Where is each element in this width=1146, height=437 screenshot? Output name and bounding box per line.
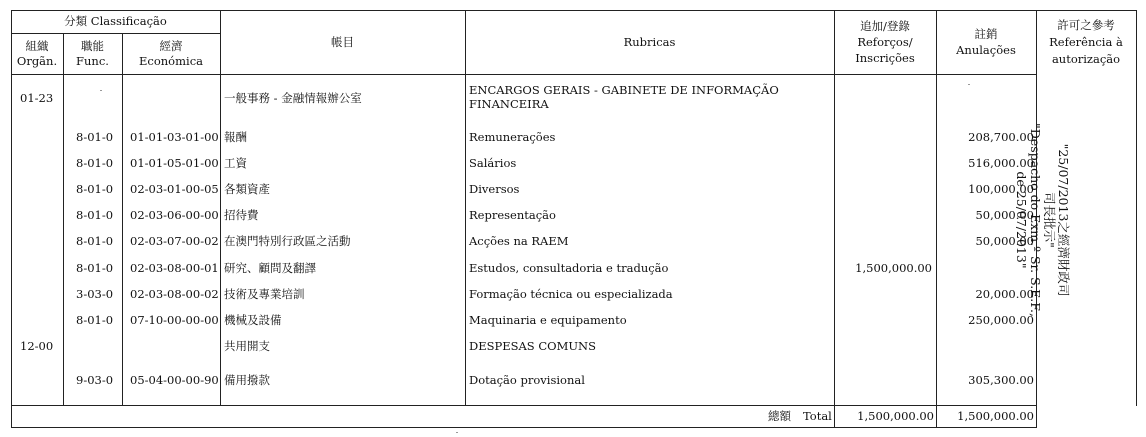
rule-classification-under — [11, 33, 220, 34]
rule-organ-func — [63, 33, 64, 406]
row-2-anulacao: 516,000.00 — [968, 156, 1034, 170]
row-9-pt: DESPESAS COMUNS — [469, 339, 596, 353]
rule-total-top — [11, 405, 1036, 406]
scan-speck — [456, 432, 458, 433]
row-4-pt: Representação — [469, 208, 556, 222]
row-2-zh: 工資 — [224, 156, 247, 170]
row-0-pt-line1: ENCARGOS GERAIS - GABINETE DE INFORMAÇÃO — [469, 83, 779, 97]
row-2-pt: Salários — [469, 156, 517, 170]
row-9-organ: 12-00 — [20, 339, 54, 353]
row-8-func: 8-01-0 — [76, 313, 114, 327]
row-7-anulacao: 20,000.00 — [975, 287, 1034, 301]
header-reforcos-1: 追加/登錄 — [860, 19, 910, 33]
row-3-pt: Diversos — [469, 182, 520, 196]
rule-top — [11, 10, 1137, 11]
rule-zh-pt — [465, 10, 466, 406]
row-8-zh: 機械及設備 — [224, 313, 282, 327]
row-6-zh: 研究、顧問及翻譯 — [224, 261, 316, 275]
header-referencia-1: 許可之參考 — [1057, 18, 1115, 32]
row-6-func: 8-01-0 — [76, 261, 114, 275]
total-reforcos: 1,500,000.00 — [857, 409, 934, 423]
row-2-econ: 01-01-05-01-00 — [130, 156, 219, 170]
row-3-anulacao: 100,000.00 — [968, 182, 1034, 196]
row-10-anulacao: 305,300.00 — [968, 373, 1034, 387]
header-anulacoes-1: 註銷 — [974, 27, 998, 41]
row-0-pt-line2: FINANCEIRA — [469, 97, 549, 111]
header-anulacoes-2: Anulações — [956, 43, 1016, 57]
header-econ-zh: 經濟 — [159, 39, 183, 53]
row-7-func: 3-03-0 — [76, 287, 114, 301]
row-5-pt: Acções na RAEM — [469, 234, 569, 248]
row-1-econ: 01-01-03-01-00 — [130, 130, 219, 144]
rule-bottom — [11, 427, 1036, 428]
row-7-econ: 02-03-08-00-02 — [130, 287, 219, 301]
header-rubrica-pt: Rubricas — [623, 35, 676, 49]
header-func-pt: Func. — [76, 54, 109, 68]
rule-left — [11, 10, 12, 428]
row-8-anulacao: 250,000.00 — [968, 313, 1034, 327]
header-referencia-3: autorização — [1051, 52, 1121, 66]
row-4-zh: 招待費 — [224, 208, 259, 222]
row-9-zh: 共用開支 — [224, 339, 270, 353]
row-4-econ: 02-03-06-00-00 — [130, 208, 219, 222]
header-rubrica-zh: 帳目 — [331, 35, 354, 49]
row-3-zh: 各類資產 — [224, 182, 270, 196]
row-6-pt: Estudos, consultadoria e tradução — [469, 261, 669, 275]
rule-header-bottom — [11, 74, 1036, 75]
row-0-organ: 01-23 — [20, 91, 54, 105]
row-10-pt: Dotação provisional — [469, 373, 585, 387]
row-2-func: 8-01-0 — [76, 156, 114, 170]
rule-right — [1136, 10, 1137, 406]
row-8-pt: Maquinaria e equipamento — [469, 313, 627, 327]
row-1-anulacao: 208,700.00 — [968, 130, 1034, 144]
scan-speck — [100, 90, 102, 91]
row-7-pt: Formação técnica ou especializada — [469, 287, 673, 301]
row-6-reforco: 1,500,000.00 — [855, 261, 932, 275]
header-organ-zh: 組織 — [25, 39, 49, 53]
row-1-func: 8-01-0 — [76, 130, 114, 144]
reference-line-1: "25/07/2013之經濟財政司 — [1056, 143, 1071, 297]
row-7-zh: 技術及專業培訓 — [224, 287, 305, 301]
header-referencia-2: Referência à — [1049, 35, 1123, 49]
row-3-func: 8-01-0 — [76, 182, 114, 196]
header-classification: 分類 Classificação — [64, 14, 167, 28]
row-5-anulacao: 50,000.00 — [975, 234, 1034, 248]
rule-econ-zh — [220, 10, 221, 406]
row-10-econ: 05-04-00-00-90 — [130, 373, 219, 387]
reference-line-2: 司長批示" — [1042, 192, 1057, 248]
row-3-econ: 02-03-01-00-05 — [130, 182, 219, 196]
row-5-func: 8-01-0 — [76, 234, 114, 248]
row-10-func: 9-03-0 — [76, 373, 114, 387]
row-5-zh: 在澳門特別行政區之活動 — [224, 234, 351, 248]
row-1-pt: Remunerações — [469, 130, 556, 144]
header-func-zh: 職能 — [81, 39, 104, 53]
rule-pt-ref — [834, 10, 835, 428]
reference-line-3: "Despacho do Exm.º Sr. S.E.F., — [1028, 123, 1043, 317]
header-econ-pt: Económica — [139, 54, 203, 68]
row-6-econ: 02-03-08-00-01 — [130, 261, 219, 275]
row-4-anulacao: 50,000.00 — [975, 208, 1034, 222]
row-4-func: 8-01-0 — [76, 208, 114, 222]
row-10-zh: 備用撥款 — [224, 373, 270, 387]
scan-speck — [968, 84, 970, 85]
header-reforcos-3: Inscrições — [855, 51, 915, 65]
header-organ-pt: Orgãn. — [16, 54, 58, 68]
reference-line-4: de 25/07/2013" — [1014, 171, 1029, 269]
total-label-zh: 總額 — [768, 409, 791, 423]
row-5-econ: 02-03-07-00-02 — [130, 234, 219, 248]
row-8-econ: 07-10-00-00-00 — [130, 313, 219, 327]
row-0-zh: 一般事務 - 金融情報辦公室 — [224, 91, 362, 105]
rule-func-econ — [122, 33, 123, 406]
row-1-zh: 報酬 — [224, 130, 247, 144]
total-anulacoes: 1,500,000.00 — [957, 409, 1034, 423]
total-label-pt: Total — [803, 409, 832, 423]
header-reforcos-2: Reforços/ — [857, 35, 913, 49]
